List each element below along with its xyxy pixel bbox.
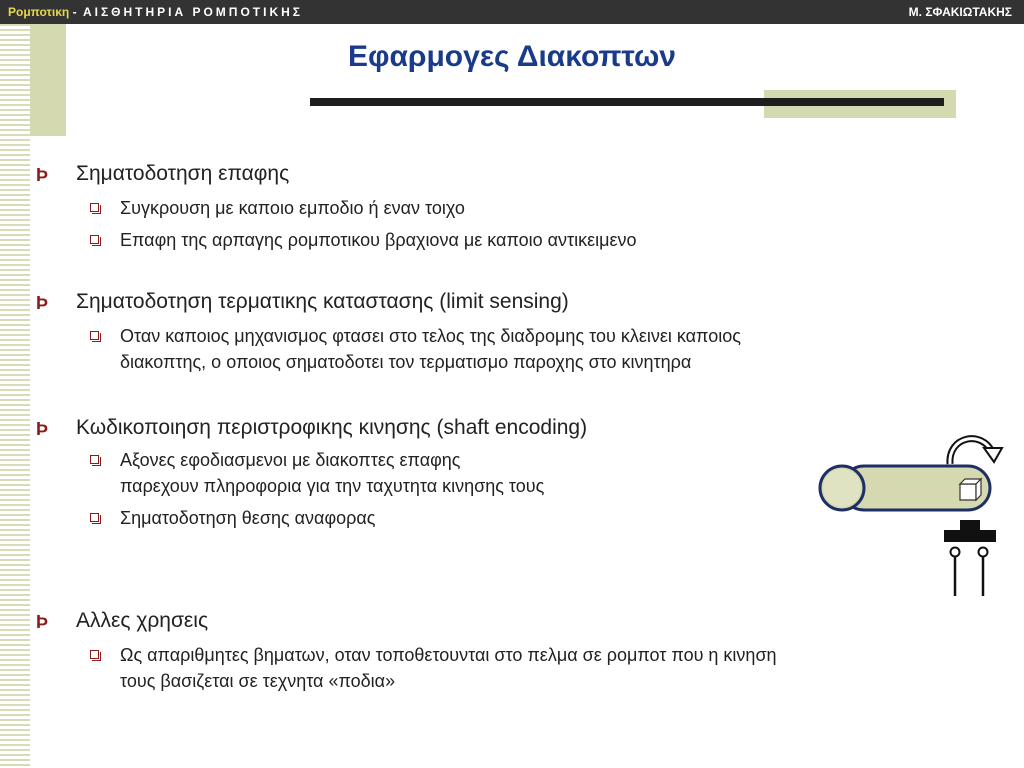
subject-name: ΑΙΣΘΗΤΗΡΙΑ ΡΟΜΠΟΤΙΚΗΣ	[82, 5, 304, 19]
bullet-level2	[36, 642, 966, 694]
item-line: Ως απαριθμητες βηματων, οταν τοποθετουνται στο πελμα σε ρομποτ που η κινηση	[120, 645, 777, 665]
section-heading: Σηματοδοτηση τερματικης καταστασης (limit sensing)	[76, 290, 569, 313]
course-name: Ρομποτικη	[8, 5, 70, 19]
bullet-level1	[36, 160, 966, 188]
bullet-arrow-icon: Þ	[36, 165, 49, 185]
bullet-square-icon	[90, 650, 99, 659]
item-line: Οταν καποιος μηχανισμος φτασει στο τελος της διαδρομης του κλεινει καποιος	[120, 326, 741, 346]
author-name: Μ. ΣΦΑΚΙΩΤΑΚΗΣ	[908, 5, 1012, 19]
bullet-square-icon	[90, 235, 99, 244]
bullet-level2	[36, 323, 966, 375]
bullet-arrow-icon: Þ	[36, 612, 49, 632]
slide-title: Εφαρμογες Διακοπτων	[347, 40, 676, 73]
bullet-level1	[36, 288, 966, 316]
cam-cube-icon	[960, 479, 981, 500]
item-line: παρεχουν πληροφορια για την ταχυτητα κινησης τους	[120, 476, 545, 496]
bullet-level1	[36, 607, 966, 635]
bullet-square-icon	[90, 203, 99, 212]
item-line: Αξονες εφοδιασμενοι με διακοπτες επαφης	[120, 450, 461, 470]
title-underline	[310, 98, 944, 106]
section-heading: Αλλες χρησεις	[76, 609, 209, 632]
rotation-arrow-icon	[950, 439, 1002, 464]
shaft-switch-illustration	[810, 426, 1020, 606]
bullet-level2	[36, 227, 966, 253]
header-bar	[0, 0, 1024, 24]
bullet-square-icon	[90, 513, 99, 522]
item-line: Συγκρουση με καποιο εμποδιο ή εναν τοιχο	[120, 198, 465, 218]
header-left	[8, 5, 303, 19]
bullet-arrow-icon: Þ	[36, 419, 49, 439]
item-line: τους βασιζεται σε τεχνητα «ποδια»	[120, 671, 396, 691]
item-line: διακοπτης, ο οποιος σηματοδοτει τον τερματισμο παροχης στο κινητηρα	[120, 352, 692, 372]
section-heading: Σηματοδοτηση επαφης	[76, 162, 290, 185]
decorative-stripes	[0, 24, 30, 768]
item-line: Σηματοδοτηση θεσης αναφορας	[120, 508, 376, 528]
bullet-arrow-icon: Þ	[36, 293, 49, 313]
bullet-square-icon	[90, 331, 99, 340]
header-separator: -	[72, 5, 80, 19]
section-heading: Κωδικοποιηση περιστροφικης κινησης (shaft encoding)	[76, 416, 588, 439]
item-line: Επαφη της αρπαγης ρομποτικου βραχιονα με καποιο αντικειμενο	[120, 230, 637, 250]
bullet-square-icon	[90, 455, 99, 464]
contact-switch-icon	[944, 520, 996, 596]
bullet-level2	[36, 195, 966, 221]
